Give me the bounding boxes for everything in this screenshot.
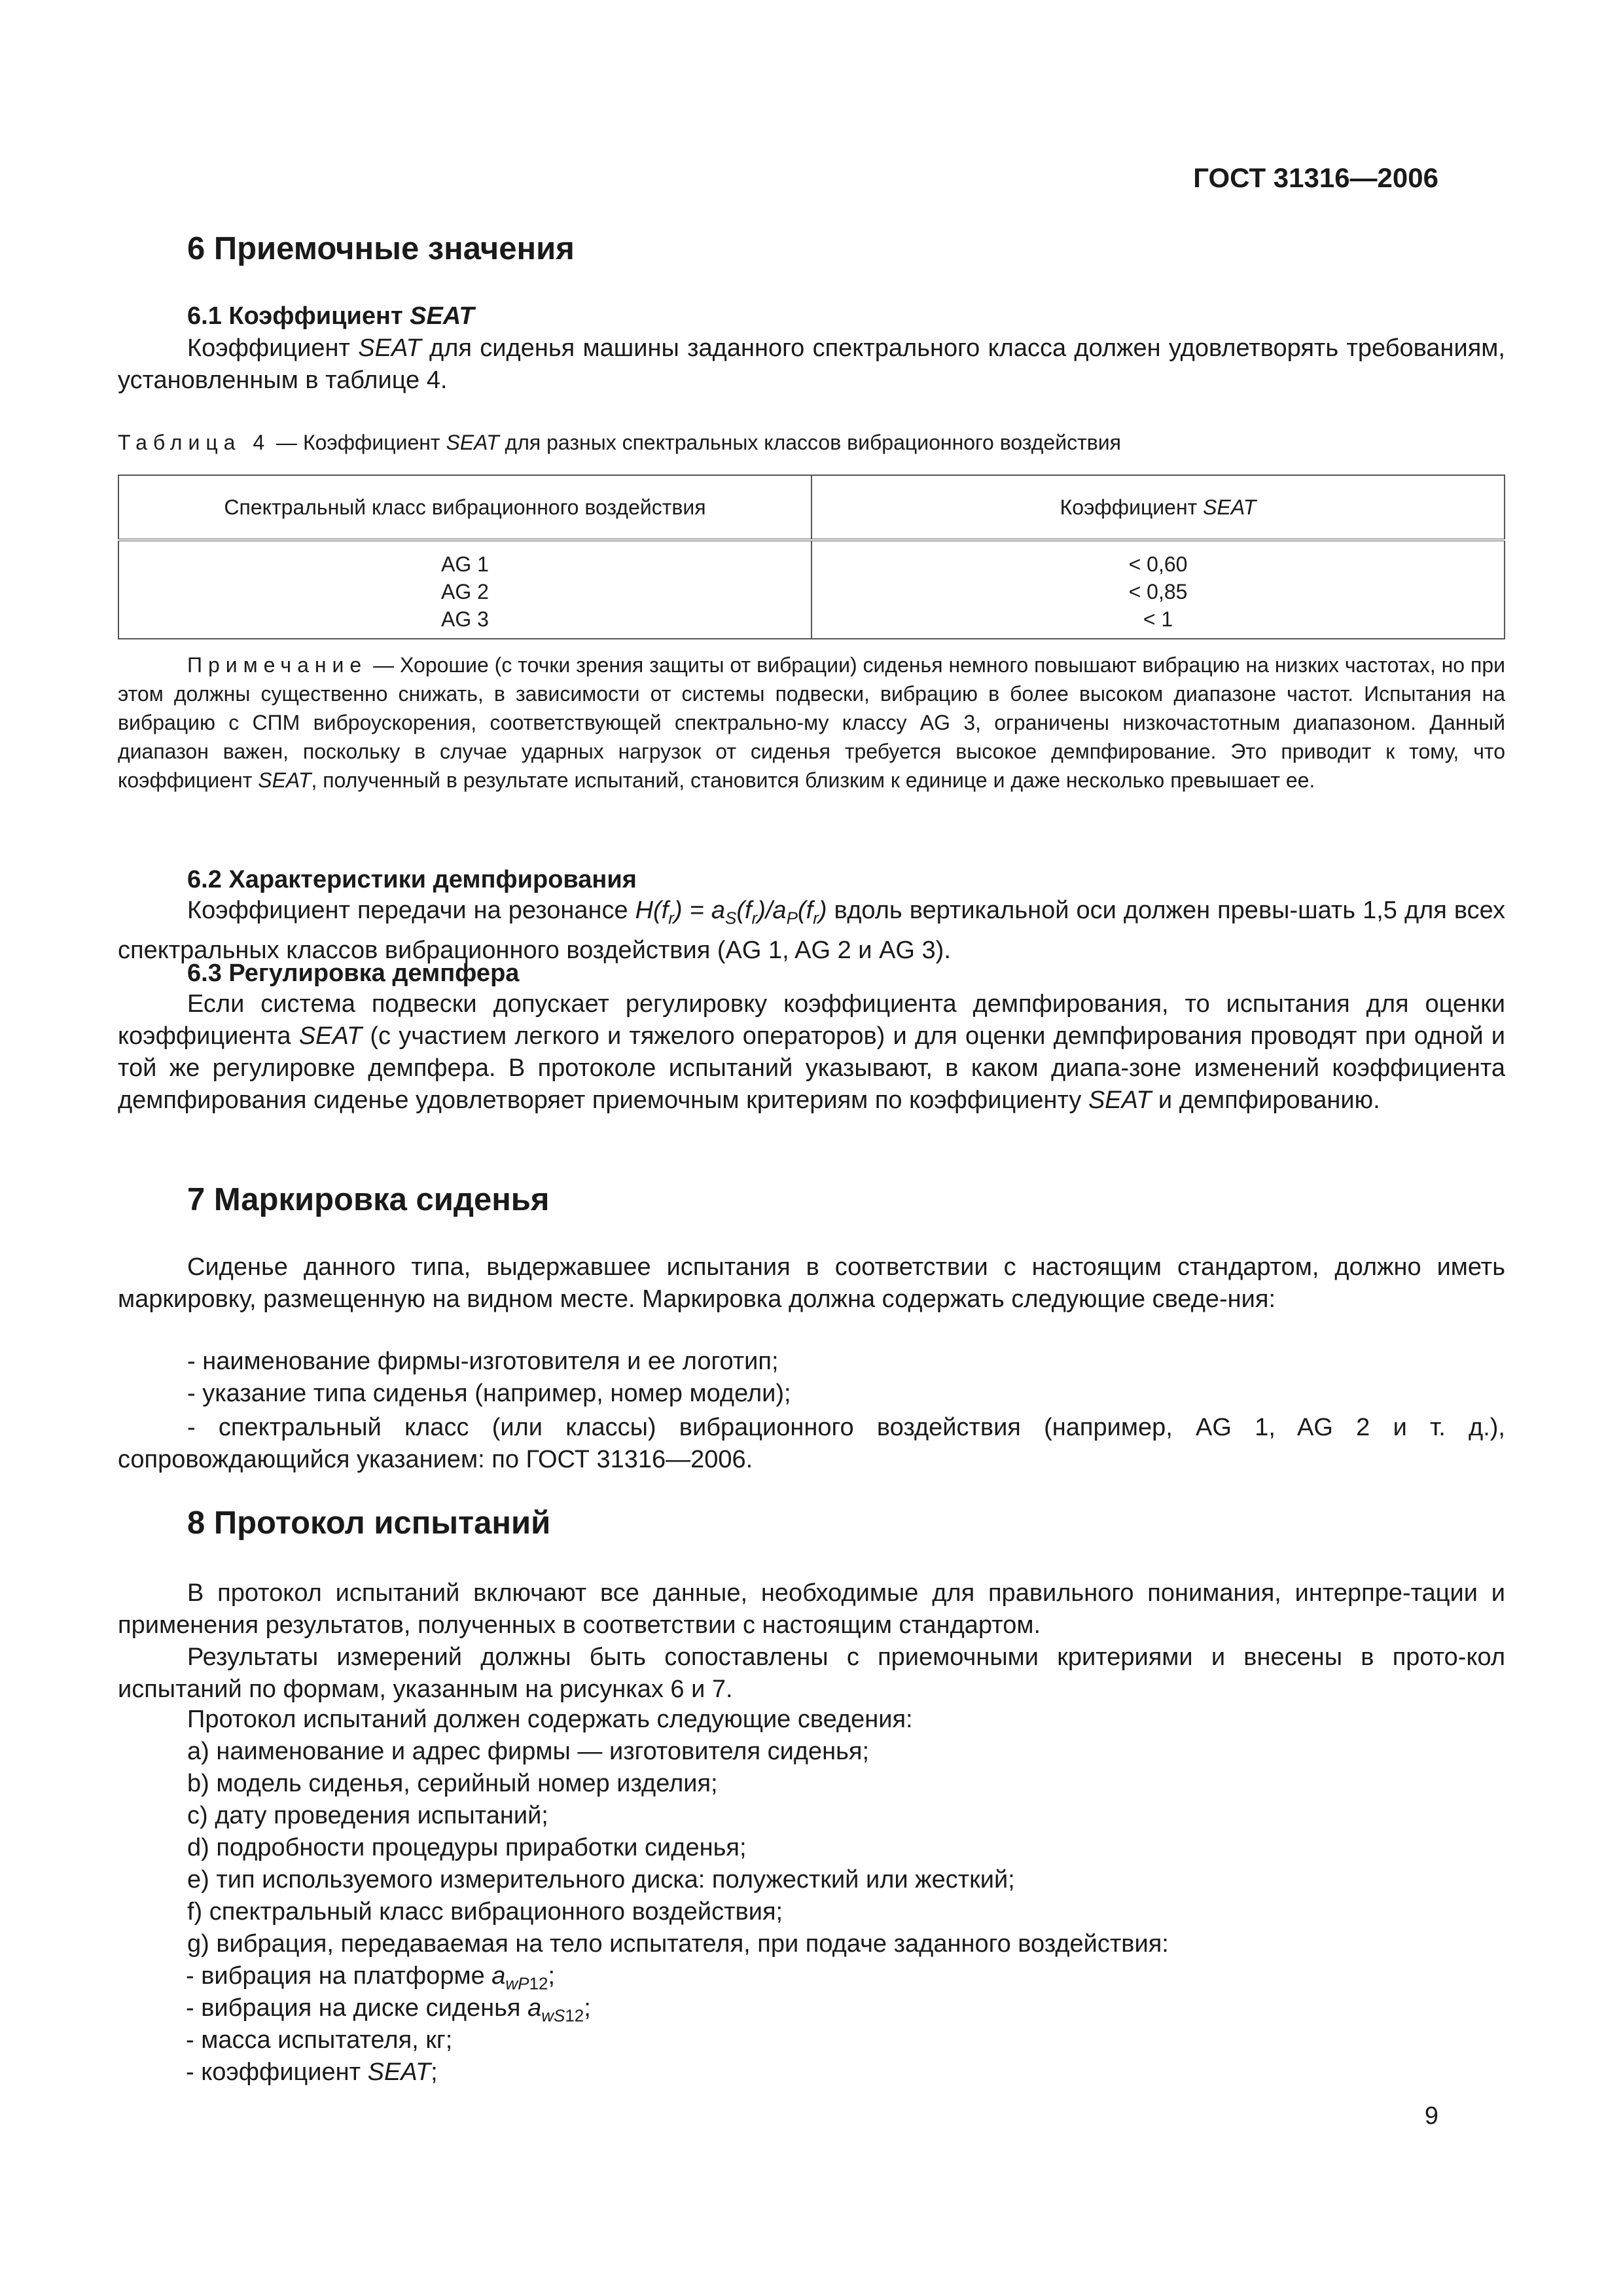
paragraph-6-3: [118, 988, 1505, 1117]
note-text-c: , полученный в результате испытаний, становится близким к единице и даже несколько превышает ее.: [311, 768, 1315, 792]
paragraph-6-2: [118, 895, 1505, 967]
list-item: g) вибрация, передаваемая на тело испытателя, при подаче заданного воздействия:: [187, 1930, 1169, 1958]
class-cell: [118, 540, 812, 639]
dash2-sub2: 12: [565, 2005, 584, 2026]
list-item: [186, 2058, 438, 2087]
page-number: 9: [1424, 2102, 1438, 2130]
table-row: [118, 540, 1505, 639]
p62-f: ): [818, 897, 827, 924]
table-header-row: [118, 475, 1505, 540]
class-value: AG 3: [441, 607, 489, 631]
list-item: b) модель сиденья, серийный номер изделия;: [187, 1770, 718, 1797]
p61-a: Коэффициент: [187, 334, 359, 362]
paragraph-8-3: Протокол испытаний должен содержать следующие сведения:: [187, 1706, 913, 1733]
dash1-sub2: 12: [529, 1973, 548, 1994]
section-6-title: 6 Приемочные значения: [187, 231, 575, 266]
dash2-end: ;: [584, 1994, 591, 2022]
dash1-text: - вибрация на платформе: [186, 1962, 492, 1990]
subsection-6-1-prefix: 6.1 Коэффициент: [187, 302, 410, 330]
dash1-end: ;: [548, 1962, 556, 1990]
class-value: AG 1: [441, 552, 489, 576]
p63-e: и демпфированию.: [1151, 1086, 1380, 1114]
class-value: AG 2: [441, 580, 489, 603]
p62-sub-r1: r: [668, 908, 674, 928]
col-header-class: Спектральный класс вибрационного воздействия: [118, 475, 812, 540]
list-item: - масса испытателя, кг;: [186, 2026, 453, 2054]
list-item: - спектральный класс (или классы) вибрационного воздействия (например, AG 1, AG 2 и т. д.), сопровождающийся указанием: по ГОСТ 31316—2006.: [118, 1414, 1505, 1473]
seat-value: < 1: [1143, 607, 1173, 631]
list-item: f) спектральный класс вибрационного воздействия;: [187, 1898, 783, 1926]
list-item: a) наименование и адрес фирмы — изготовителя сиденья;: [187, 1738, 870, 1765]
dash1-sub: wP: [505, 1973, 529, 1994]
note-text-a: — Хорошие (с точки зрения защиты от вибрации) сиденья немного повышают вибрацию на низких частотах, но при этом должны существенно снижать, в зависимости от системы подвески, вибрацию в более высоком диапазоне частот. Испытания на вибрацию с СПМ виброускорения, соответствующей спектрально-му классу AG 3, ограничены низкочастотным диапазоном. Данный диапазон важен, поскольку в случае ударных нагрузок от сиденья требуется высокое демпфирование. Это приводит к тому, что коэффициент: [118, 653, 1505, 792]
p63-a: Если система подвески допускает регулировку коэффициента демпфирования, то испытания для оценки коэффициента: [118, 990, 1505, 1050]
p62-e: (f: [797, 897, 813, 924]
table-4-caption: [118, 431, 1121, 455]
paragraph-8-1: В протокол испытаний включают все данные, необходимые для правильного понимания, интерпре-тации и применения результатов, полученных в соответствии с настоящим стандартом.: [118, 1579, 1505, 1639]
p62-a: Коэффициент передачи на резонансе: [187, 897, 635, 924]
subsection-6-1-title: [187, 302, 474, 331]
section-7-title: 7 Маркировка сиденья: [187, 1182, 550, 1217]
list-item: - наименование фирмы-изготовителя и ее логотип;: [187, 1348, 779, 1375]
seat-value: < 0,85: [1128, 580, 1188, 603]
dash4-end: ;: [431, 2058, 438, 2086]
table-4-label: Таблица 4: [118, 431, 271, 454]
section-8-title: 8 Протокол испытаний: [187, 1505, 551, 1541]
subsection-6-1-italic: SEAT: [410, 302, 474, 330]
paragraph-8-2: Результаты измерений должны быть сопоставлены с приемочными критериями и внесены в прото-кол испытаний по формам, указанным на рисунках 6 и 7.: [118, 1643, 1505, 1703]
p62-g: вдоль вертикальной оси должен превы-шать 1,5 для всех спектральных классов вибрационного воздействия (AG 1, AG 2 и AG 3).: [118, 897, 1505, 964]
p63-c: (с участием легкого и тяжелого операторов) и для оценки демпфирования проводят при одной и той же регулировке демпфера. В протоколе испытаний указывают, в каком диапа-зоне изменений коэффициента демпфирования сиденье удовлетворяет приемочным критериям по коэффициенту: [118, 1022, 1505, 1114]
standard-code: ГОСТ 31316—2006: [1193, 162, 1438, 193]
seat-value: < 0,60: [1128, 552, 1188, 576]
p61-c: для сиденья машины заданного спектрального класса должен удовлетворять требованиям, установленным в таблице 4.: [118, 334, 1505, 394]
seat-cell: [812, 540, 1505, 639]
list-item: d) подробности процедуры приработки сиденья;: [187, 1834, 747, 1861]
p62-sub-p: P: [786, 908, 798, 928]
table-4: [118, 475, 1505, 639]
p62-sub-r2: r: [751, 908, 758, 928]
paragraph-6-1: [118, 332, 1505, 397]
subsection-6-3-title: 6.3 Регулировка демпфера: [187, 960, 520, 987]
list-item: c) дату проведения испытаний;: [187, 1802, 548, 1829]
caption-seat: SEAT: [446, 431, 499, 454]
p63-seat: SEAT: [298, 1022, 363, 1050]
list-item: [186, 1994, 591, 2026]
caption-c: для разных спектральных классов вибрационного воздействия: [499, 431, 1121, 454]
dash2-sub: wS: [541, 2005, 565, 2026]
p62-b: ) = a: [673, 897, 725, 924]
table-4-note: [118, 651, 1505, 795]
dash4-text: - коэффициент: [186, 2058, 368, 2086]
list-item: - указание типа сиденья (например, номер модели);: [187, 1380, 791, 1407]
dash2-var: a: [527, 1994, 542, 2022]
col2-header-a: Коэффициент: [1060, 495, 1204, 519]
p61-seat: SEAT: [358, 334, 421, 362]
p62-sub-r3: r: [813, 908, 819, 928]
caption-a: — Коэффициент: [270, 431, 446, 454]
dash2-text: - вибрация на диске сиденья: [186, 1994, 528, 2022]
p63-seat-2: SEAT: [1088, 1086, 1152, 1114]
p62-d: )/a: [757, 897, 787, 924]
p62-h: H(f: [635, 897, 669, 924]
p62-c: (f: [736, 897, 752, 924]
list-item: [186, 1962, 555, 1994]
dash1-var: a: [491, 1962, 506, 1990]
p62-formula: [635, 897, 827, 928]
list-item: e) тип используемого измерительного диска: полужесткий или жесткий;: [187, 1866, 1015, 1893]
paragraph-7-1: Сиденье данного типа, выдержавшее испытания в соответствии с настоящим стандартом, должно иметь маркировку, размещенную на видном месте. Маркировка должна содержать следующие сведе-ния:: [118, 1253, 1505, 1313]
dash4-seat: SEAT: [367, 2058, 431, 2086]
note-label: Примечание: [187, 653, 368, 677]
subsection-6-2-title: 6.2 Характеристики демпфирования: [187, 866, 637, 893]
p62-sub-s: S: [724, 908, 737, 928]
col-header-seat: [812, 475, 1505, 540]
note-seat: SEAT: [258, 768, 312, 792]
col2-header-seat: SEAT: [1203, 495, 1257, 519]
